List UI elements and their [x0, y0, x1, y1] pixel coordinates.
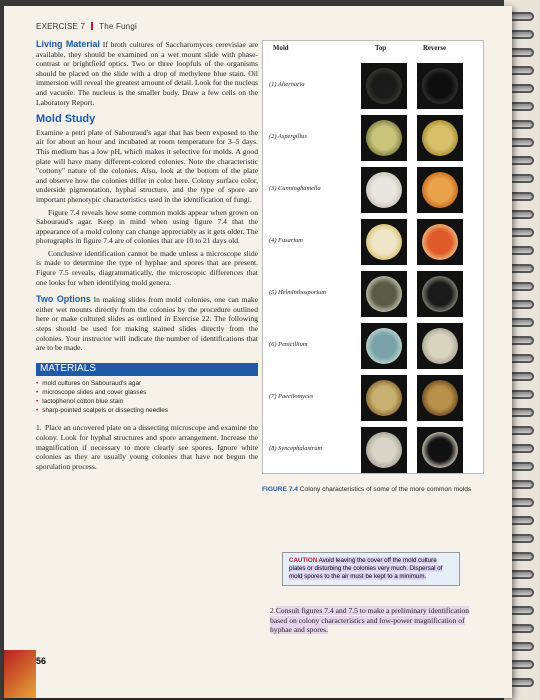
two-options-text: In making slides from mold colonies, one can make either wet mounts directly from the colonies by the procedure outlined here or make cultured slides as outlined in Exercise 22. The following steps should be used for making stained slides directly from the colonies. Your instructor will indicate the number of identifications that are to be made. — [36, 295, 258, 353]
materials-box — [36, 363, 258, 416]
column-header-reverse: Reverse — [423, 45, 447, 52]
corner-decoration — [4, 650, 36, 698]
colony-reverse-photo — [417, 167, 463, 213]
colony-reverse-photo — [417, 427, 463, 473]
mold-name: (1) Alternaria — [269, 81, 305, 88]
colony-shape — [366, 224, 402, 260]
colony-top-photo — [361, 63, 407, 109]
materials-item: • microscope slides and cover glasses — [36, 388, 258, 397]
mold-row — [263, 111, 485, 165]
mold-study-p2: Figure 7.4 reveals how some common molds appear when grown on Sabouraud's agar. Keep in mind when using figure 7.4 that the appearance of a mold colony can change appreciably as it gets older. The photographs in figure 7.4 are of colonies that are 10 to 21 days old. — [36, 207, 258, 246]
mold-row — [263, 319, 485, 373]
two-options-heading: Two Options — [36, 294, 91, 305]
materials-item: • lactophenol cotton blue stain — [36, 397, 258, 406]
colony-shape — [422, 432, 458, 468]
living-material-paragraph — [36, 40, 258, 107]
colony-reverse-photo — [417, 323, 463, 369]
step-2-text: Consult figures 7.4 and 7.5 to make a preliminary identification based on colony characteristics and low-power magnification of hyphae and spores. — [270, 606, 470, 635]
page-number: 56 — [36, 656, 47, 666]
colony-shape — [366, 120, 402, 156]
mold-name: (8) Syncephalastrum — [269, 445, 323, 452]
exercise-label: EXERCISE 7 — [36, 22, 86, 31]
living-material-text: If broth cultures of Saccharomyces cerevisiae are available, they should be examined on a wet mount slide with phase-contrast or brightfield optics. Two or three loopfuls of the organisms should be placed on the slide with a drop of methylene blue stain. Oil immersion will reveal the greatest amount of detail. Look for the nucleus and vacuole. The nucleus is the smaller body. Draw a few cells on the Laboratory Report. — [36, 40, 258, 107]
colony-reverse-photo — [417, 63, 463, 109]
colony-shape — [422, 276, 458, 312]
colony-shape — [366, 68, 402, 104]
caution-box — [282, 552, 460, 586]
mold-row — [263, 267, 485, 321]
materials-item: • sharp-pointed scalpels or dissecting needles — [36, 406, 258, 415]
colony-shape — [366, 172, 402, 208]
colony-top-photo — [361, 271, 407, 317]
colony-shape — [422, 224, 458, 260]
mold-row — [263, 215, 485, 269]
colony-shape — [366, 328, 402, 364]
column-header-top: Top — [375, 45, 387, 52]
colony-reverse-photo — [417, 219, 463, 265]
procedure-steps — [36, 423, 258, 471]
mold-study-p3: Conclusive identification cannot be made unless a microscope slide is made to determine the type of hyphae and spores that are present. Figure 7.5 reveals, diagrammatically, the microscopic differences that one looks for when identifying mold genera. — [36, 248, 258, 287]
colony-shape — [422, 120, 458, 156]
step-1-text: Place an uncovered plate on a dissecting microscope and examine the colony. Look for hyphal structures and spore arrangement. Increase the magnification if necessary to more clearly see spores. Ignore white colonies as they are usually young colonies that have not begun the sporulation process. — [36, 423, 258, 471]
chapter-title: The Fungi — [99, 22, 137, 31]
figure-7-4-table — [262, 40, 484, 474]
colony-top-photo — [361, 375, 407, 421]
caution-title: CAUTION — [289, 557, 318, 564]
mold-name: (2) Aspergillus — [269, 133, 307, 140]
figure-caption-text: Colony characteristics of some of the more common molds — [299, 486, 472, 493]
mold-row — [263, 423, 485, 477]
colony-shape — [422, 172, 458, 208]
materials-list — [36, 379, 258, 415]
materials-heading: MATERIALS — [36, 363, 258, 377]
colony-top-photo — [361, 427, 407, 473]
living-material-heading: Living Material — [36, 39, 100, 49]
figure-caption — [262, 486, 472, 494]
colony-reverse-photo — [417, 375, 463, 421]
header-divider — [91, 22, 93, 30]
colony-shape — [422, 68, 458, 104]
step-2: 2.Consult figures 7.4 and 7.5 to make a preliminary identification based on colony characteristics and low-power magnification of hyphae and spores. — [270, 606, 470, 635]
colony-top-photo — [361, 167, 407, 213]
left-column — [36, 40, 258, 474]
colony-reverse-photo — [417, 271, 463, 317]
mold-name: (3) Cunninghamella — [269, 185, 321, 192]
two-options-paragraph — [36, 295, 258, 353]
step-1: 1. Place an uncovered plate on a dissecting microscope and examine the colony. Look for hyphal structures and spore arrangement. Increase the magnification if necessary to more clearly see spores. Ignore white colonies as they are usually young colonies that have not begun the sporulation process. — [36, 423, 258, 471]
mold-row — [263, 371, 485, 425]
colony-shape — [366, 432, 402, 468]
mold-name: (7) Paecilomyces — [269, 393, 314, 400]
mold-row — [263, 163, 485, 217]
page-header — [36, 22, 137, 31]
colony-top-photo — [361, 219, 407, 265]
colony-top-photo — [361, 323, 407, 369]
colony-shape — [366, 276, 402, 312]
mold-row — [263, 59, 485, 113]
column-header-mold: Mold — [273, 45, 289, 52]
mold-name: (4) Fusarium — [269, 237, 303, 244]
figure-number: FIGURE 7.4 — [262, 486, 298, 493]
mold-study-p1: Examine a petri plate of Sabouraud's agar that has been exposed to the air for about an hour and incubated at room temperature for 3–5 days. This medium has a low pH, which makes it selective for molds. A good plate will have many different-colored colonies. Note the characteristic "cottony" nature of the colonies. Also, look at the bottom of the plate and observe how the colonies differ in color here. Colony surface color, underside pigmentation, hyphal structure, and the type of spore are important phenotypic characteristics used in the identification of fungi. — [36, 127, 258, 204]
caution-text: Avoid leaving the cover off the mold culture plates or disturbing the colonies very much. Dispersal of mold spores to the air must be kept to a minimum. — [289, 557, 443, 580]
mold-name: (5) Helminthosporium — [269, 289, 326, 296]
colony-shape — [422, 380, 458, 416]
colony-shape — [366, 380, 402, 416]
colony-reverse-photo — [417, 115, 463, 161]
materials-item: • mold cultures on Sabouraud's agar — [36, 379, 258, 388]
colony-shape — [422, 328, 458, 364]
mold-study-heading: Mold Study — [36, 113, 96, 126]
colony-top-photo — [361, 115, 407, 161]
mold-name: (6) Penicillium — [269, 341, 308, 348]
